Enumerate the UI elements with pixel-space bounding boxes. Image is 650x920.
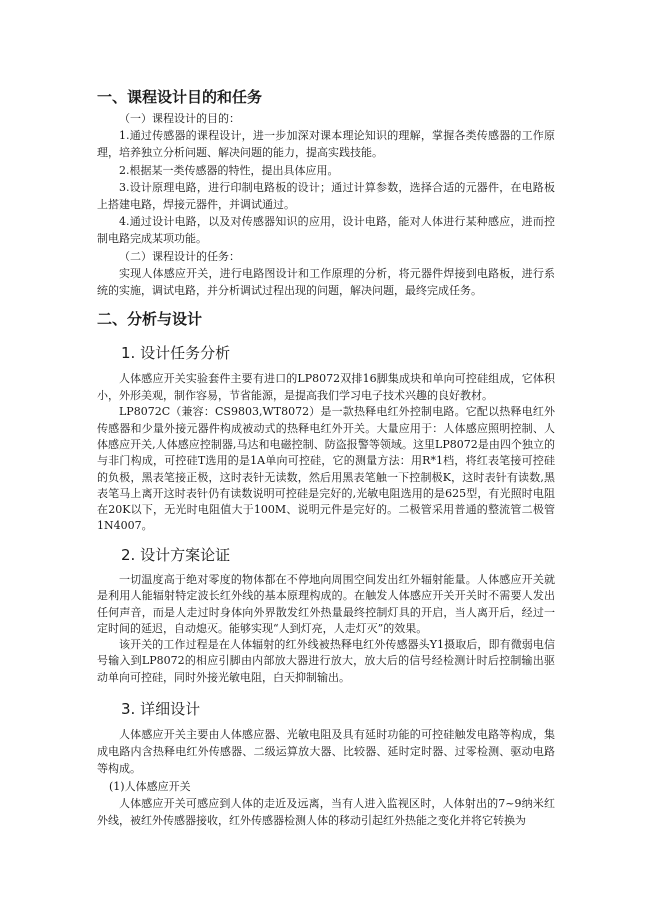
subsection-3-title: 3. 详细设计 (121, 700, 201, 718)
purpose-subheading: （一）课程设计的目的： (119, 112, 240, 125)
detail-paragraph-1: 人体感应开关主要由人体感应器、光敏电阻及具有延时功能的可控硅触发电路等构成，集成电路内含热释电红外传感器、二级运算放大器、比较器、延时定时器、过零检测、驱动电路等构成。 (97, 728, 555, 776)
subsection-2-title: 2. 设计方案论证 (121, 546, 231, 564)
subsection-3-body (97, 726, 555, 829)
purpose-item-4: 4.通过设计电路，以及对传感器知识的应用，设计电路，能对人体进行某种感应，进而控制电路完成某项功能。 (97, 215, 555, 246)
purpose-item-3: 3.设计原理电路，进行印制电路板的设计；通过计算参数，选择合适的元器件，在电路板上搭建电路，焊接元器件，并调试通过。 (97, 180, 555, 212)
subsection-2-body (97, 572, 555, 686)
task-paragraph: 实现人体感应开关，进行电路图设计和工作原理的分析，将元器件焊接到电路板，进行系统的实施，调试电路，并分析调试过程出现的问题，解决问题，最终完成任务。 (97, 266, 555, 298)
section-1-heading: 一、课程设计目的和任务 (97, 88, 263, 106)
section-1-body (97, 110, 555, 299)
argument-paragraph-2: 该开关的工作过程是在人体辐射的红外线被热释电红外传感器头Y1摄取后，即有微弱电信号输入到LP8072的相应引脚由内部放大器进行放大，放大后的信号经检测计时后控制输出驱动单向可控硅，同时外接光敏电阻，白天抑制输出。 (97, 638, 555, 684)
analysis-paragraph-2: LP8072C（兼容：CS9803,WT8072）是一款热释电红外控制电路。它配以热释电红外传感器和少量外接元器件构成被动式的热释电红外开关。大量应用于：人体感应照明控制、人体感应开关,人体感应控制器,马达和电磁控制、防盗报警等领域。这里LP8072是由四个独立的与非门构成，可控硅T选用的是1A单向可控硅，它的测量方法：用R*1档，将红表笔接可控硅的负极，黑表笔接正极，这时表针无读数，然后用黑表笔触一下控制极K，这时表针有读数,黑表笔马上离开这时表针仍有读数说明可控硅是完好的,光敏电阻选用的是625型，有光照时电阻在20K以下，无光时电阻值大于100M、说明元件是完好的。二极管采用普通的整流管二极管1N4007。 (97, 405, 555, 533)
subsection-1-body (97, 370, 555, 535)
purpose-item-1: 1.通过传感器的课程设计，进一步加深对课本理论知识的理解，掌握各类传感器的工作原理，培养独立分析问题、解决问题的能力，提高实践技能。 (97, 129, 555, 160)
detail-subheading: (1)人体感应开关 (109, 779, 191, 793)
analysis-paragraph-1: 人体感应开关实验套件主要有进口的LP8072双排16脚集成块和单向可控硅组成，它体积小，外形美观，制作容易，节省能源，是提高我们学习电子技术兴趣的良好教材。 (97, 372, 555, 403)
subsection-1-title: 1. 设计任务分析 (121, 344, 231, 362)
section-2-heading: 二、分析与设计 (97, 310, 203, 328)
task-subheading: （二）课程设计的任务： (119, 249, 240, 263)
detail-paragraph-2: 人体感应开关可感应到人体的走近及远离，当有人进入监视区时，人体射出的7~9纳米红外线，被红外传感器接收，红外传感器检测人体的移动引起红外热能之变化并将它转换为 (97, 796, 555, 828)
argument-paragraph-1: 一切温度高于绝对零度的物体都在不停地向周围空间发出红外辐射能量。人体感应开关就是利用人能辐射特定波长红外线的基本原理构成的。在触发人体感应开关开关时不需要人发出任何声音，而是人走过时身体向外界散发红外热量最终控制灯具的开启，当人离开后，经过一定时间的延迟，自动熄灭。能够实现“人到灯亮，人走灯灭”的效果。 (97, 573, 555, 635)
purpose-item-2: 2.根据某一类传感器的特性，提出具体应用。 (119, 163, 339, 177)
